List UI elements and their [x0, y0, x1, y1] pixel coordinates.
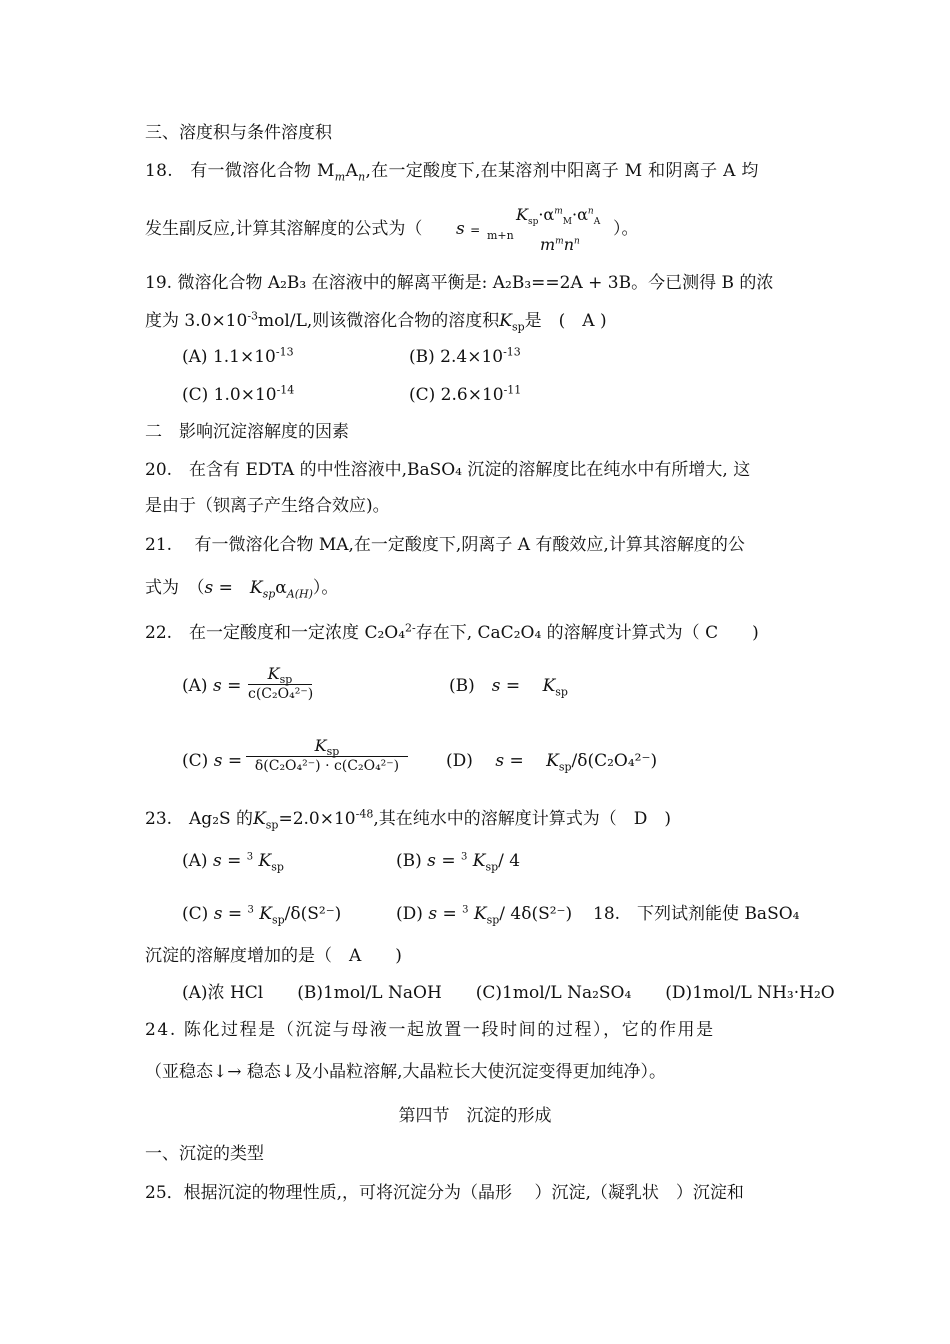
q23-line3: 沉淀的溶解度增加的是（ A ) [145, 946, 402, 966]
q19-line1: 19. 微溶化合物 A₂B₃ 在溶液中的解离平衡是: A₂B₃==2A + 3B。今已测得 B 的浓 [145, 273, 774, 293]
q23-option-d: (D) s = $^3$ $K_{sp}/$ 4δ(S²⁻) [396, 904, 573, 927]
q18-formula-numerator: $K_{sp}\cdot\alpha^m_M\cdot\alpha^n_A$ [516, 205, 601, 228]
q18-formula-denominator: $m^mn^n$ [540, 235, 580, 254]
q21-line1: 21. 有一微溶化合物 MA,在一定酸度下,阴离子 A 有酸效应,计算其溶解度的公 [145, 535, 745, 555]
q23-line1: 23. Ag₂S 的$K_{sp}=2.0\times 10^{-48}$,其在纯水中的溶解度计算式为（ D ) [145, 807, 671, 832]
q19-line2: 度为 $3.0\times 10^{-3}mol/L$,则该微溶化合物的溶度积$K_{sp}$是 ( A ) [145, 309, 607, 334]
section-three-title: 三、溶度积与条件溶度积 [145, 123, 332, 143]
q21-line2: 式为 （s = $K_{sp}\alpha_{A(H)}$）。 [145, 578, 339, 601]
q24-line2: （亚稳态↓→ 稳态↓及小晶粒溶解,大晶粒长大使沉淀变得更加纯净）。 [145, 1062, 667, 1082]
q19-option-d: (C) $2.6\times 10^{-11}$ [409, 383, 522, 405]
q23-option-c: (C) s = $^3$ $K_{sp}/\delta(S^{2-})$ [182, 904, 342, 927]
q19-option-b: (B) $2.4\times 10^{-13}$ [409, 345, 521, 367]
q18-line2-end: ）。 [613, 219, 639, 239]
q18-formula-root-index: m+n [487, 229, 514, 242]
q20-line1: 20. 在含有 EDTA 的中性溶液中,BaSO₄ 沉淀的溶解度比在纯水中有所增大, 这 [145, 460, 751, 480]
q18-line2-left: 发生副反应,计算其溶解度的公式为（ [145, 219, 423, 239]
q24-line1: 24. 陈化过程是（沉淀与母液一起放置一段时间的过程），它的作用是 [145, 1020, 715, 1040]
q23-option-a: (A) s = $^3$ $K_{sp}$ [182, 851, 284, 874]
q19-option-c: (C) $1.0\times 10^{-14}$ [182, 383, 295, 405]
q22-option-a-fraction: $K_{sp}$ c(C₂O₄²⁻) [248, 664, 314, 702]
q23-options-row: (A)浓 HCl (B)1mol/L NaOH (C)1mol/L Na₂SO₄ (D)1mol/L NH₃·H₂O [182, 983, 835, 1003]
q23-option-b: (B) s = $^3$ $K_{sp}/$ 4 [396, 851, 521, 874]
q22-option-d: (D) s = $K_{sp}/\delta(C_2O_4^{2-})$ [446, 751, 658, 774]
section-one-title: 一、沉淀的类型 [145, 1144, 264, 1164]
q22-option-c-fraction: $K_{sp}$ δ(C₂O₄²⁻) · c(C₂O₄²⁻) [246, 736, 408, 774]
q20-line2: 是由于（钡离子产生络合效应)。 [145, 496, 390, 516]
q18-formula-s: s = [456, 219, 481, 239]
q25-line1: 25．根据沉淀的物理性质,，可将沉淀分为（晶形 ）沉淀,（凝乳状 ）沉淀和 [145, 1183, 744, 1203]
q18-line1: 18. 有一微溶化合物 $M_mA_n$,在一定酸度下,在某溶剂中阳离子 M 和阴离子 A 均 [145, 161, 759, 184]
q22-line1: 22. 在一定酸度和一定浓度 C₂O₄$^{2-}$存在下, CaC₂O₄ 的溶解度计算式为（ C ) [145, 621, 759, 643]
q23-extra-question: 18. 下列试剂能使 BaSO₄ [593, 904, 800, 924]
q22-option-c-label: (C) s = [182, 751, 243, 771]
q22-option-b: (B) s = $K_{sp}$ [449, 676, 568, 699]
section-two-title: 二 影响沉淀溶解度的因素 [145, 422, 349, 442]
q22-option-a-label: (A) s = [182, 676, 242, 696]
section-four-title: 第四节 沉淀的形成 [398, 1106, 552, 1126]
q19-option-a: (A) $1.1\times 10^{-13}$ [182, 345, 294, 367]
